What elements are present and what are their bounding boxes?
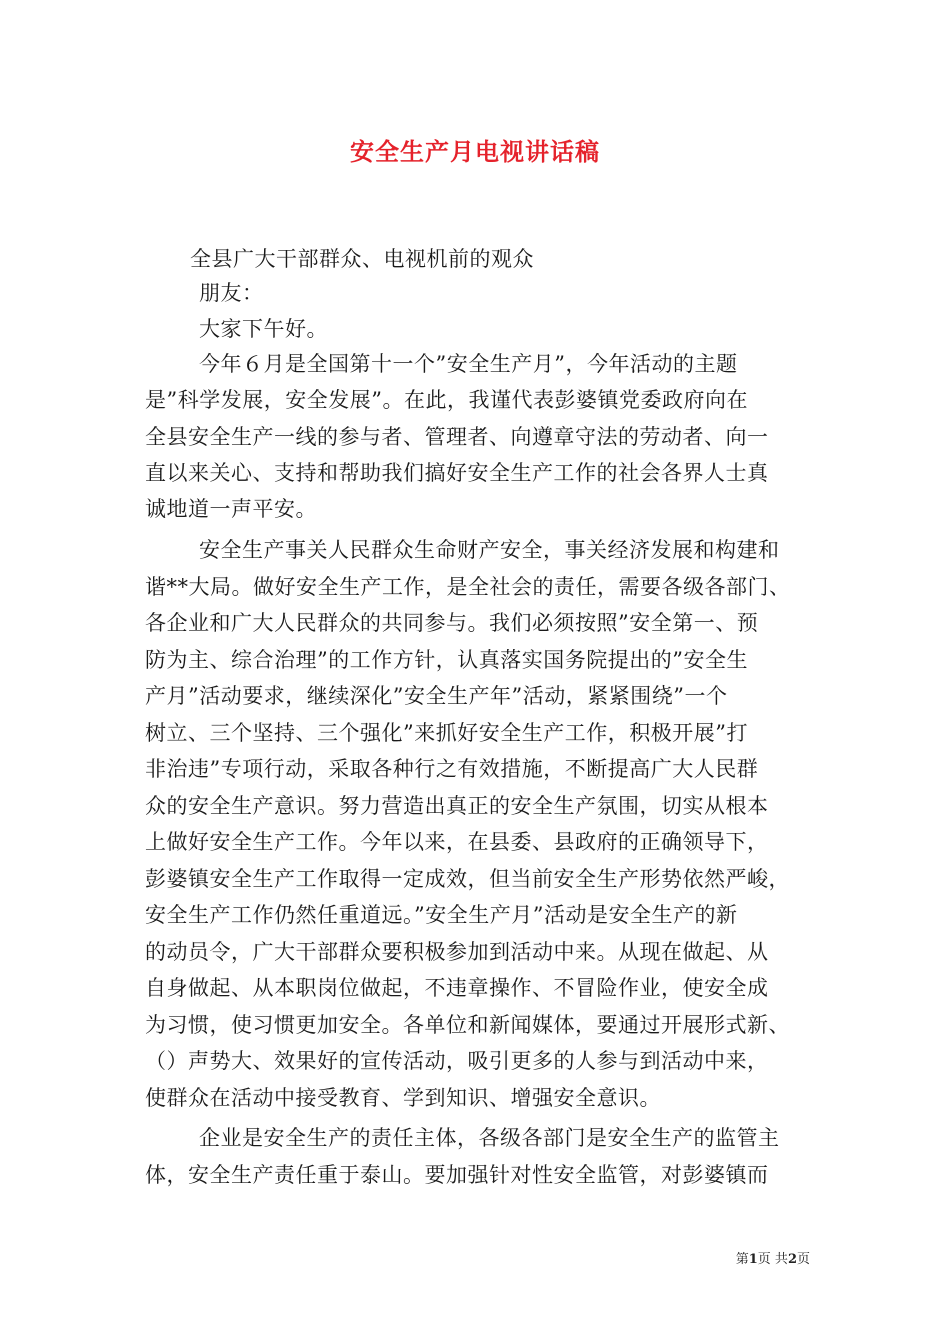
text-line: 全县安全生产一线的参与者、管理者、向遵章守法的劳动者、向一 (145, 425, 769, 449)
text-line: 全县广大干部群众、电视机前的观众 (190, 247, 534, 271)
text-line: 谐**大局。做好安全生产工作，是全社会的责任，需要各级各部门、 (145, 575, 791, 599)
text-line: 非治违”专项行动，采取各种行之有效措施，不断提高广大人民群 (145, 757, 759, 781)
text-line: 诚地道一声平安。 (145, 497, 317, 521)
text-line: 企业是安全生产的责任主体，各级各部门是安全生产的监管主 (199, 1126, 780, 1150)
text-line: 众的安全生产意识。努力营造出真正的安全生产氛围，切实从根本 (145, 794, 769, 818)
footer-prefix: 第 (735, 1252, 749, 1267)
text-line: 的动员令，广大干部群众要积极参加到活动中来。从现在做起、从 (145, 940, 769, 964)
footer-page-number: 1 (748, 1252, 758, 1267)
text-line: 体，安全生产责任重于泰山。要加强针对性安全监管，对彭婆镇而 (145, 1163, 769, 1187)
footer-total-pages: 2 (787, 1252, 797, 1267)
text-line: 彭婆镇安全生产工作取得一定成效，但当前安全生产形势依然严峻， (145, 867, 790, 891)
text-line: 防为主、综合治理”的工作方针，认真落实国务院提出的”安全生 (145, 648, 748, 672)
document-title: 安全生产月电视讲话稿 (350, 137, 600, 166)
footer-middle: 页 共 (757, 1252, 788, 1267)
text-line: 上做好安全生产工作。今年以来，在县委、县政府的正确领导下， (145, 830, 769, 854)
text-line: 各企业和广大人民群众的共同参与。我们必须按照”安全第一、预 (145, 611, 759, 635)
text-line: 自身做起、从本职岗位做起，不违章操作、不冒险作业，使安全成 (145, 976, 769, 1000)
text-line: 是”科学发展，安全发展”。在此，我谨代表彭婆镇党委政府向在 (145, 388, 748, 412)
text-line: 产月”活动要求，继续深化”安全生产年”活动，紧紧围绕”一个 (145, 684, 728, 708)
text-line: 直以来关心、支持和帮助我们搞好安全生产工作的社会各界人士真 (145, 461, 769, 485)
text-line: 为习惯，使习惯更加安全。各单位和新闻媒体，要通过开展形式新、 (145, 1013, 790, 1037)
text-line: 朋友： (199, 281, 264, 305)
text-line: 大家下午好。 (199, 317, 328, 341)
text-line: （）声势大、效果好的宣传活动，吸引更多的人参与到活动中来， (145, 1049, 769, 1073)
text-line: 安全生产事关人民群众生命财产安全，事关经济发展和构建和 (199, 538, 780, 562)
footer-suffix: 页 (796, 1252, 810, 1267)
text-line: 树立、三个坚持、三个强化”来抓好安全生产工作，积极开展”打 (145, 721, 748, 745)
text-line: 使群众在活动中接受教育、学到知识、增强安全意识。 (145, 1086, 661, 1110)
text-line: 安全生产工作仍然任重道远。”安全生产月”活动是安全生产的新 (145, 903, 738, 927)
page-footer (736, 1248, 810, 1267)
text-line: 今年６月是全国第十一个”安全生产月”，今年活动的主题 (199, 352, 738, 376)
